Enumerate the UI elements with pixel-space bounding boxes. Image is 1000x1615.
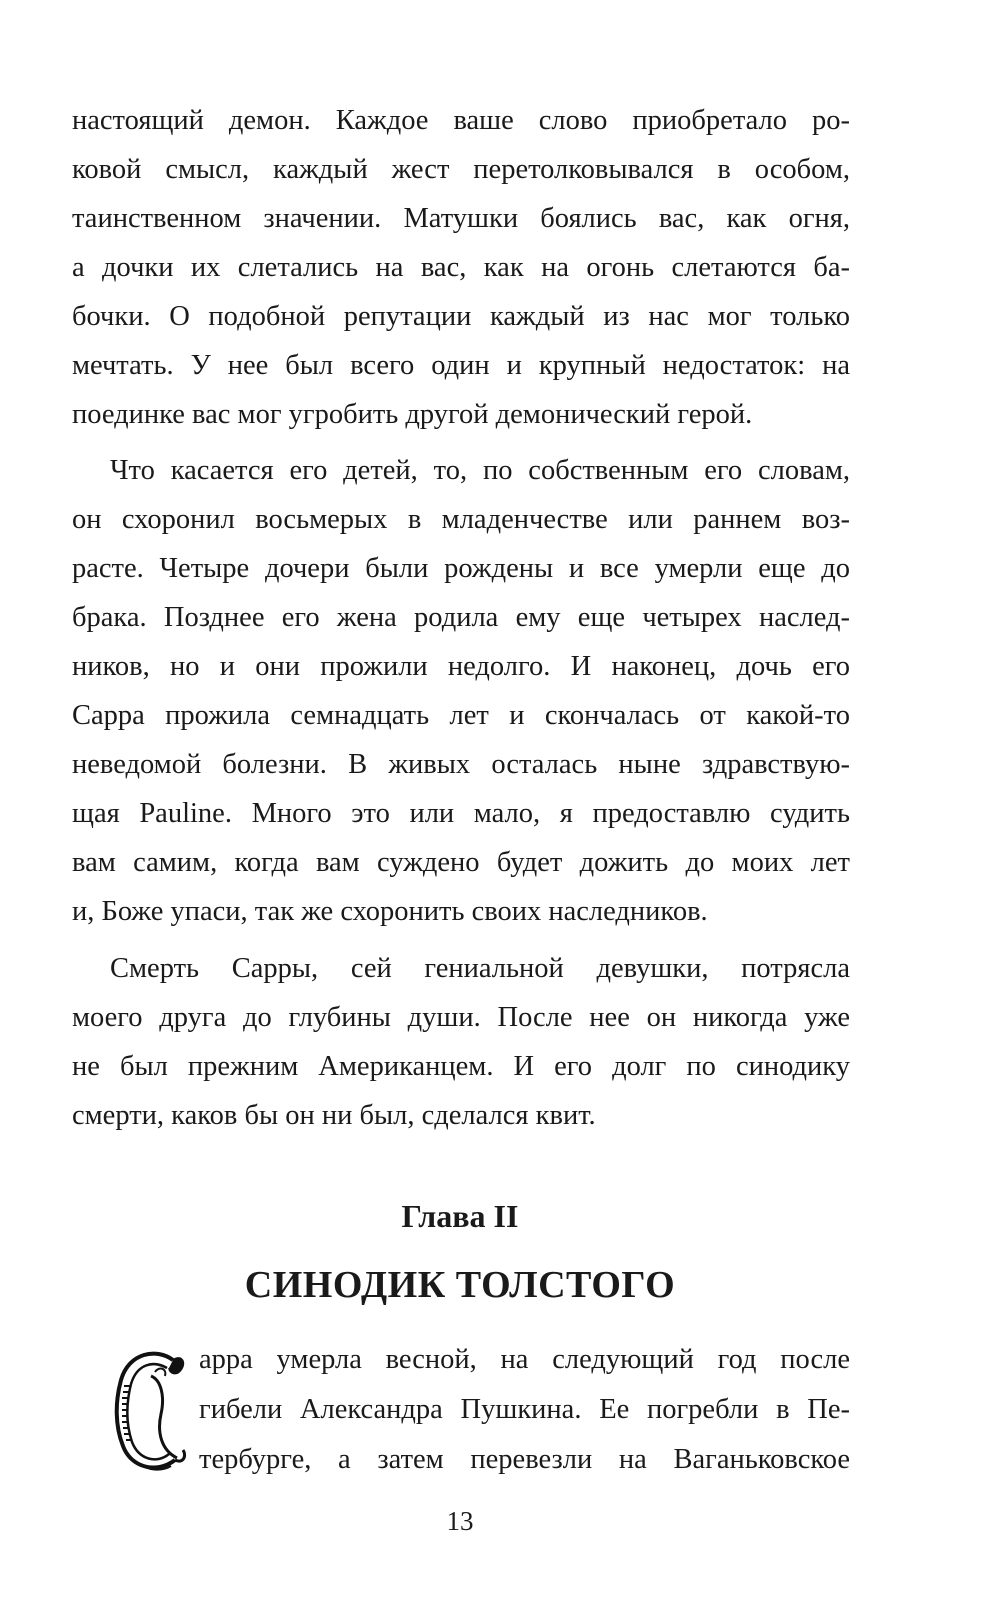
text-line: брака. Позднее его жена родила ему еще четырех наслед- bbox=[72, 602, 850, 633]
text-line: Смерть Сарры, сей гениальной девушки, потрясла bbox=[110, 953, 850, 984]
text-line: вам самим, когда вам суждено будет дожить до моих лет bbox=[72, 847, 850, 878]
text-line: и, Боже упаси, так же схоронить своих наследников. bbox=[72, 896, 708, 927]
paragraph-2 bbox=[72, 446, 850, 936]
paragraph-3 bbox=[72, 944, 850, 1140]
text-line: ников, но и они прожили недолго. И наконец, дочь его bbox=[72, 651, 850, 682]
paragraph-1 bbox=[72, 96, 850, 439]
text-line: ковой смысл, каждый жест перетолковывался в особом, bbox=[72, 154, 850, 185]
text-line: расте. Четыре дочери были рождены и все умерли еще до bbox=[72, 553, 850, 584]
dropcap-letter-icon bbox=[111, 1346, 191, 1476]
text-line: смерти, каков бы он ни был, сделался квит. bbox=[72, 1100, 596, 1131]
text-line: щая Pauline. Много это или мало, я предоставлю судить bbox=[72, 798, 850, 829]
chapter-label: Глава II bbox=[401, 1198, 519, 1234]
text-line: бочки. О подобной репутации каждый из нас мог только bbox=[72, 301, 850, 332]
text-line: не был прежним Американцем. И его долг по синодику bbox=[72, 1051, 850, 1082]
text-line: Сарра прожила семнадцать лет и скончалась от какой-то bbox=[72, 700, 850, 731]
text-line: Что касается его детей, то, по собственным его словам, bbox=[110, 455, 850, 486]
text-line: таинственном значении. Матушки боялись вас, как огня, bbox=[72, 203, 850, 234]
text-line: неведомой болезни. В живых осталась ныне здравствую- bbox=[72, 749, 850, 780]
text-line: он схоронил восьмерых в младенчестве или раннем воз- bbox=[72, 504, 850, 535]
text-line: а дочки их слетались на вас, как на огонь слетаются ба- bbox=[72, 252, 850, 283]
chapter-title: СИНОДИК ТОЛСТОГО bbox=[244, 1264, 676, 1306]
text-line: мечтать. У нее был всего один и крупный недостаток: на bbox=[72, 350, 850, 381]
text-line: поединке вас мог угробить другой демонический герой. bbox=[72, 399, 753, 430]
text-line: настоящий демон. Каждое ваше слово приобретало ро- bbox=[72, 105, 850, 136]
text-line: тербурге, а затем перевезли на Ваганьковское bbox=[199, 1444, 850, 1475]
page-number: 13 bbox=[446, 1506, 474, 1536]
chapter-opening-paragraph bbox=[199, 1335, 850, 1485]
text-line: моего друга до глубины души. После нее он никогда уже bbox=[72, 1002, 850, 1033]
text-line: гибели Александра Пушкина. Ее погребли в Пе- bbox=[199, 1394, 850, 1425]
text-line: арра умерла весной, на следующий год после bbox=[199, 1344, 850, 1375]
